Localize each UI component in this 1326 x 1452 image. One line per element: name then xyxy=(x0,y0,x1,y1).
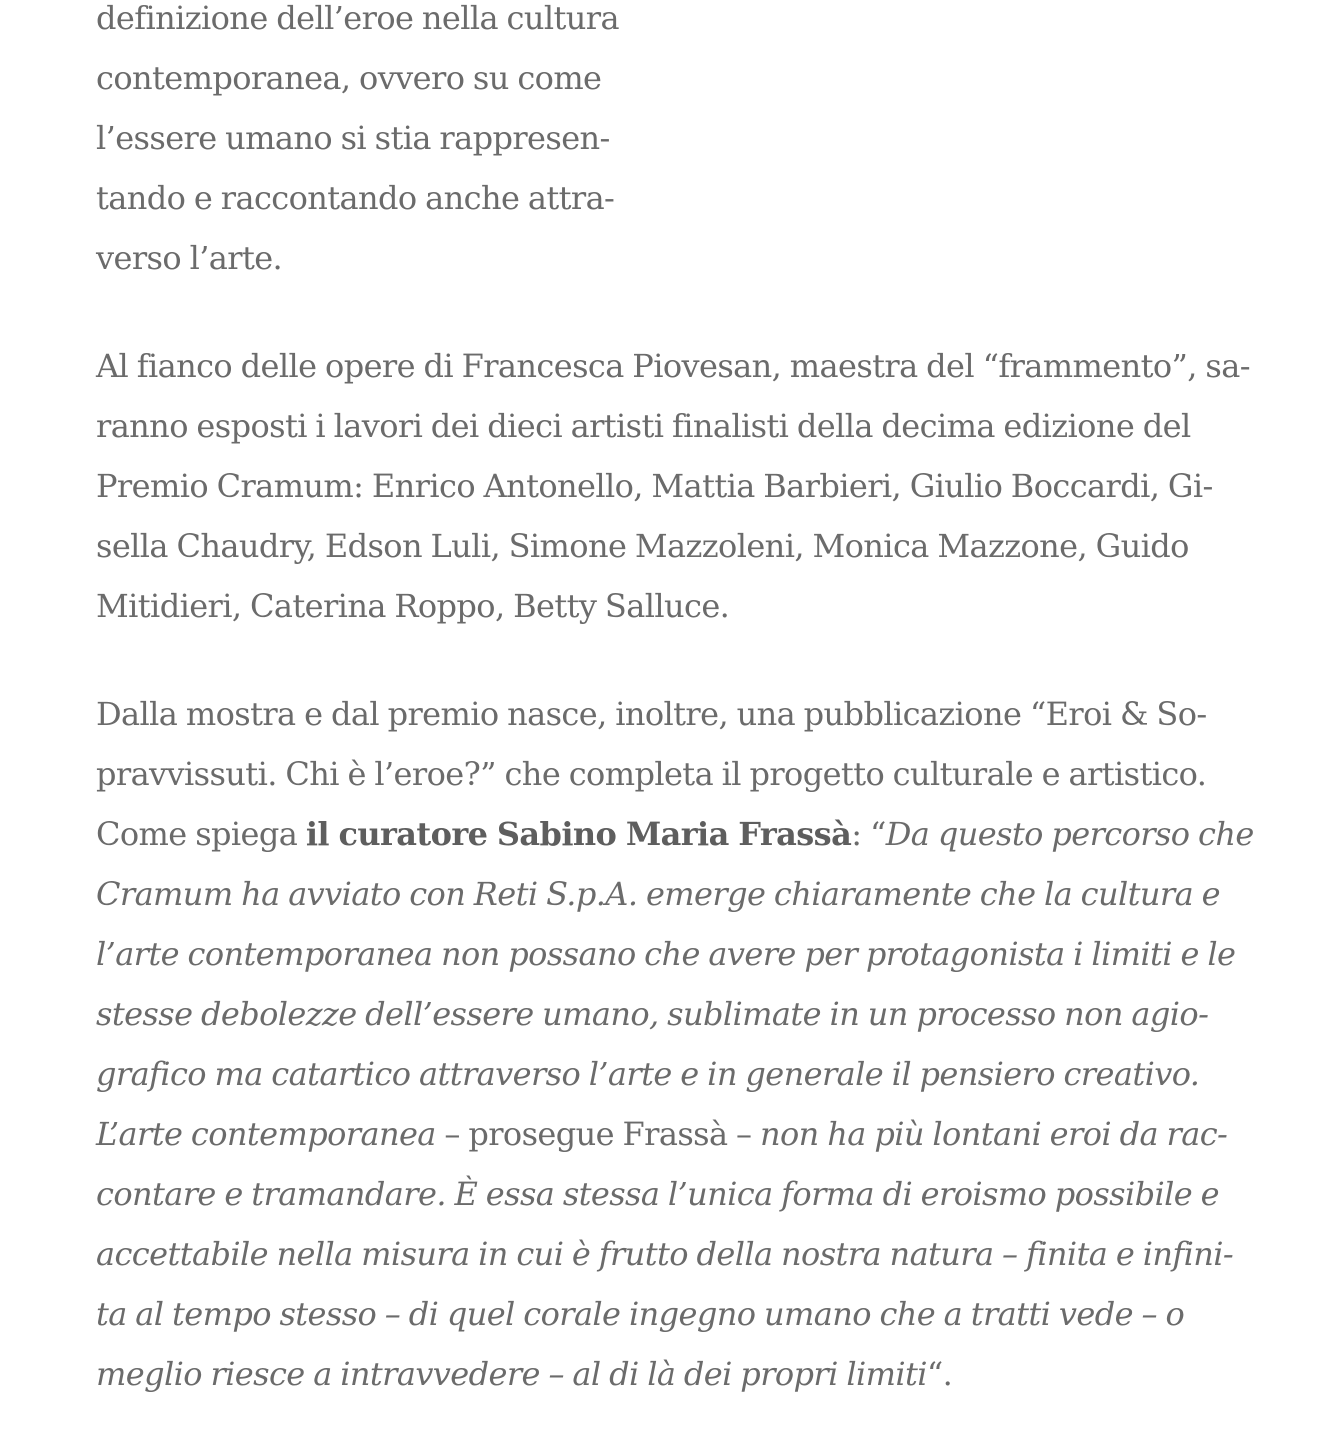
text-run: : “ xyxy=(851,815,886,853)
text-line: l’essere umano si stia rappresen- xyxy=(96,119,610,157)
quote-line: accettabile nella misura in cui è frutto della nostra natura – finita e infini- xyxy=(96,1235,1234,1273)
quote-line: contare e tramandare. È essa stessa l’unica forma di eroismo possibile e xyxy=(96,1175,1220,1213)
text-line: Al fianco delle opere di Francesca Piovesan, maestra del “frammento”, sa- xyxy=(96,347,1250,385)
text-line: definizione dell’eroe nella cultura xyxy=(96,0,619,37)
text-run: – prosegue Frassà – xyxy=(435,1115,760,1153)
quote-text: L’arte contemporanea xyxy=(96,1115,436,1153)
text-line xyxy=(96,804,1296,864)
article-body xyxy=(96,0,1296,1452)
text-run: Come spiega xyxy=(96,815,306,853)
text-line: Premio Cramum: Enrico Antonello, Mattia Barbieri, Giulio Boccardi, Gi- xyxy=(96,467,1213,505)
text-line: tando e raccontando anche attra- xyxy=(96,179,615,217)
text-line xyxy=(96,1104,1296,1164)
quote-text: Da questo percorso che xyxy=(885,815,1254,853)
quote-line: Cramum ha avviato con Reti S.p.A. emerge chiaramente che la cultura e xyxy=(96,875,1220,913)
curator-name: il curatore Sabino Maria Frassà xyxy=(305,815,852,853)
paragraph-hero-definition xyxy=(96,0,656,288)
quote-text: meglio riesce a intravvedere – al di là dei propri limiti xyxy=(96,1355,927,1393)
quote-line: grafico ma catartico attraverso l’arte e in generale il pensiero creativo. xyxy=(96,1055,1200,1093)
paragraph-curator-quote xyxy=(96,684,1296,1404)
quote-text: non ha più lontani eroi da rac- xyxy=(760,1115,1228,1153)
text-line: sella Chaudry, Edson Luli, Simone Mazzoleni, Monica Mazzone, Guido xyxy=(96,527,1189,565)
text-line: contemporanea, ovvero su come xyxy=(96,59,602,97)
quote-line: stesse debolezze dell’essere umano, sublimate in un processo non agio- xyxy=(96,995,1209,1033)
quote-line: ta al tempo stesso – di quel corale ingegno umano che a tratti vede – o xyxy=(96,1295,1185,1333)
text-line: Dalla mostra e dal premio nasce, inoltre, una pubblicazione “Eroi & So- xyxy=(96,695,1207,733)
text-run: “. xyxy=(926,1355,953,1393)
text-line xyxy=(96,1344,1296,1404)
paragraph-finalist-artists xyxy=(96,336,1296,636)
text-line: Mitidieri, Caterina Roppo, Betty Salluce. xyxy=(96,587,730,625)
text-line: verso l’arte. xyxy=(96,239,283,277)
text-line: ranno esposti i lavori dei dieci artisti finalisti della decima edizione del xyxy=(96,407,1191,445)
text-line: pravvissuti. Chi è l’eroe?” che completa il progetto culturale e artistico. xyxy=(96,755,1207,793)
quote-line: l’arte contemporanea non possano che avere per protagonista i limiti e le xyxy=(96,935,1236,973)
